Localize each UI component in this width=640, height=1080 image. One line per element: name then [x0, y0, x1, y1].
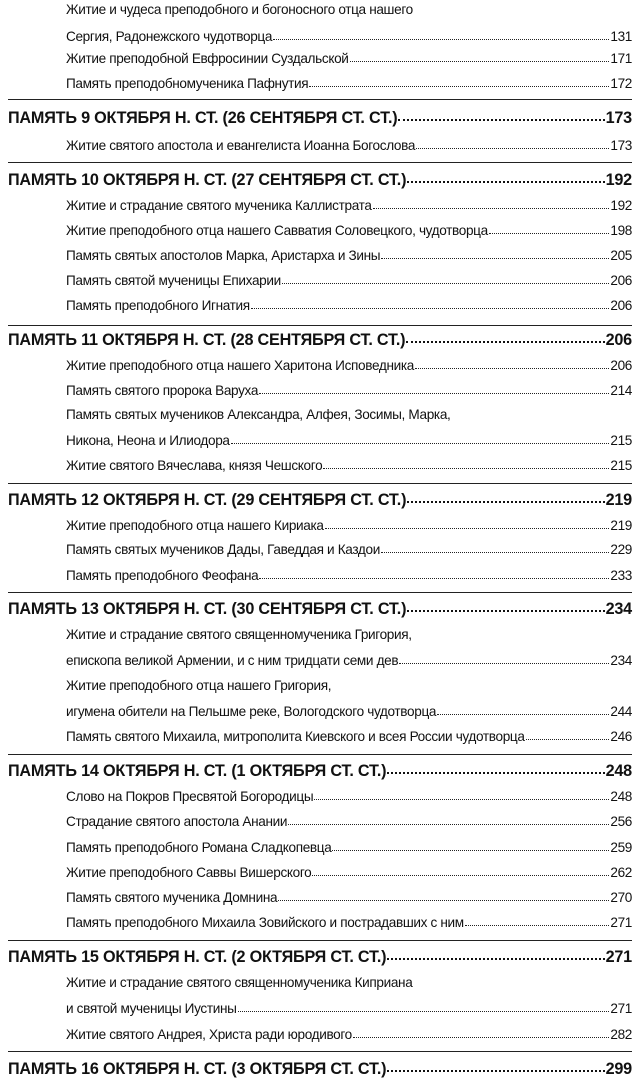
section-divider: [8, 592, 632, 593]
dot-leader: [282, 273, 610, 285]
entry-title: Страдание святого апостола Анании: [66, 814, 288, 829]
entry-title: Житие и страдание святого мученика Каллистрата: [66, 198, 372, 213]
toc-entry: [66, 914, 632, 932]
toc-entry: [66, 457, 632, 475]
dot-leader: [407, 493, 604, 505]
entry-title: Житие святого апостола и евангелиста Иоанна Богослова: [66, 138, 416, 153]
toc-entry: [66, 1000, 632, 1018]
dot-leader: [273, 29, 609, 41]
section-heading-text: ПАМЯТЬ 9 ОКТЯБРЯ Н. СТ. (26 СЕНТЯБРЯ СТ. СТ.): [8, 109, 398, 127]
toc-entry: [66, 567, 632, 585]
dot-leader: [406, 333, 604, 345]
section-heading-text: ПАМЯТЬ 15 ОКТЯБРЯ Н. СТ. (2 ОКТЯБРЯ СТ. СТ.): [8, 948, 387, 966]
entry-title: Память преподобного Феофана: [66, 568, 259, 583]
entry-title: Сергия, Радонежского чудотворца: [66, 29, 273, 44]
toc-entry: [66, 247, 632, 265]
dot-leader: [387, 950, 604, 962]
section-heading-text: ПАМЯТЬ 14 ОКТЯБРЯ Н. СТ. (1 ОКТЯБРЯ СТ. СТ.): [8, 762, 387, 780]
dot-leader: [407, 602, 604, 614]
toc-entry: [66, 272, 632, 290]
toc-entry: [66, 75, 632, 93]
page-number: 205: [610, 248, 632, 263]
page-number: 219: [610, 518, 632, 533]
entry-title: епископа великой Армении, и с ним тридцати семи дев: [66, 653, 399, 668]
dot-leader: [332, 840, 609, 852]
page-number: 271: [605, 948, 632, 966]
page-number: 171: [610, 51, 632, 66]
entry-title: Память преподобного Игнатия: [66, 298, 250, 313]
toc-entry: [66, 1026, 632, 1044]
page-number: 270: [610, 890, 632, 905]
entry-title: Житие преподобного отца нашего Савватия Соловецкого, чудотворца: [66, 223, 488, 238]
toc-entry: [66, 652, 632, 670]
page-number: 248: [605, 762, 632, 780]
toc-section-heading: [8, 599, 632, 619]
dot-leader: [350, 51, 610, 63]
page-number: 172: [610, 76, 632, 91]
section-divider: [8, 754, 632, 755]
dot-leader: [415, 358, 609, 370]
entry-title: Слово на Покров Пресвятой Богородицы: [66, 789, 314, 804]
entry-title: Память преподобного Михаила Зовийского и пострадавших с ним: [66, 915, 464, 930]
toc-section-heading: [8, 490, 632, 510]
section-divider: [8, 483, 632, 484]
entry-title: Житие преподобного отца нашего Григория,: [66, 678, 332, 693]
dot-leader: [314, 789, 609, 801]
page-number: 173: [605, 109, 632, 127]
page-number: 282: [610, 1027, 632, 1042]
toc-entry: [66, 382, 632, 400]
entry-title: Память святых апостолов Марка, Аристарха и Зины: [66, 248, 381, 263]
dot-leader: [489, 223, 610, 235]
page-number: 206: [610, 358, 632, 373]
toc-entry: [66, 297, 632, 315]
toc-entry: [66, 889, 632, 907]
page-number: 248: [610, 789, 632, 804]
toc-entry: [66, 432, 632, 450]
page-number: 192: [605, 171, 632, 189]
page-number: 259: [610, 840, 632, 855]
toc-entry: [66, 406, 632, 424]
dot-leader: [437, 704, 609, 716]
toc-entry: [66, 1, 632, 19]
page-number: 219: [605, 491, 632, 509]
dot-leader: [251, 298, 610, 310]
dot-leader: [325, 518, 610, 530]
page-number: 192: [610, 198, 632, 213]
entry-title: Житие и страдание святого священномученика Киприана: [66, 975, 413, 990]
entry-title: Житие преподобного отца нашего Кириака: [66, 518, 324, 533]
page-number: 246: [610, 729, 632, 744]
entry-title: Память святых мучеников Александра, Алфея, Зосимы, Марка,: [66, 407, 451, 422]
dot-leader: [399, 653, 609, 665]
entry-title: и святой мученицы Иустины: [66, 1001, 237, 1016]
page-number: 173: [610, 138, 632, 153]
dot-leader: [387, 764, 604, 776]
page-number: 229: [610, 542, 632, 557]
dot-leader: [288, 814, 609, 826]
toc-entry: [66, 517, 632, 535]
section-divider: [8, 325, 632, 326]
section-heading-text: ПАМЯТЬ 16 ОКТЯБРЯ Н. СТ. (3 ОКТЯБРЯ СТ. СТ.): [8, 1060, 387, 1078]
section-divider: [8, 99, 632, 100]
toc-entry: [66, 813, 632, 831]
toc-entry: [66, 357, 632, 375]
entry-title: Житие святого Андрея, Христа ради юродивого: [66, 1027, 352, 1042]
entry-title: Никона, Неона и Илиодора: [66, 433, 230, 448]
entry-title: Память святого мученика Домнина: [66, 890, 278, 905]
toc-entry: [66, 864, 632, 882]
dot-leader: [312, 865, 609, 877]
page-number: 256: [610, 814, 632, 829]
page-number: 131: [610, 29, 632, 44]
entry-title: Память святой мученицы Епихарии: [66, 273, 281, 288]
dot-leader: [465, 915, 610, 927]
dot-leader: [309, 76, 609, 88]
toc-entry: [66, 728, 632, 746]
toc-entry: [66, 28, 632, 46]
entry-title: Память преподобного Романа Сладкопевца: [66, 840, 332, 855]
dot-leader: [416, 138, 609, 150]
dot-leader: [526, 729, 610, 741]
entry-title: Житие преподобного Саввы Вишерского: [66, 865, 312, 880]
toc-entry: [66, 197, 632, 215]
toc-entry: [66, 137, 632, 155]
entry-title: Память святых мучеников Дады, Гаведдая и Каздои: [66, 542, 380, 557]
page-number: 215: [610, 433, 632, 448]
page-number: 214: [610, 383, 632, 398]
toc-entry: [66, 974, 632, 992]
toc-entry: [66, 222, 632, 240]
toc-entry: [66, 541, 632, 559]
page-number: 206: [610, 298, 632, 313]
page-number: 271: [610, 1001, 632, 1016]
entry-title: Память преподобномученика Пафнутия: [66, 76, 309, 91]
dot-leader: [373, 198, 610, 210]
entry-title: Житие преподобного отца нашего Харитона Исповедника: [66, 358, 414, 373]
dot-leader: [387, 1062, 604, 1074]
dot-leader: [259, 568, 609, 580]
toc-section-heading: [8, 947, 632, 967]
dot-leader: [381, 248, 609, 260]
section-heading-text: ПАМЯТЬ 11 ОКТЯБРЯ Н. СТ. (28 СЕНТЯБРЯ СТ. СТ.): [8, 331, 406, 349]
dot-leader: [278, 890, 609, 902]
page-number: 206: [610, 273, 632, 288]
toc-entry: [66, 50, 632, 68]
toc-section-heading: [8, 761, 632, 781]
page-number: 234: [605, 600, 632, 618]
toc-entry: [66, 626, 632, 644]
dot-leader: [398, 111, 604, 123]
toc-section-heading: [8, 170, 632, 190]
dot-leader: [259, 383, 609, 395]
section-heading-text: ПАМЯТЬ 12 ОКТЯБРЯ Н. СТ. (29 СЕНТЯБРЯ СТ. СТ.): [8, 491, 407, 509]
page-number: 262: [610, 865, 632, 880]
dot-leader: [323, 458, 609, 470]
entry-title: игумена обители на Пельшме реке, Вологодского чудотворца: [66, 704, 437, 719]
page-number: 299: [605, 1060, 632, 1078]
toc-section-heading: [8, 330, 632, 350]
section-divider: [8, 1051, 632, 1052]
section-divider: [8, 940, 632, 941]
page-number: 234: [610, 653, 632, 668]
dot-leader: [231, 433, 610, 445]
dot-leader: [381, 542, 609, 554]
dot-leader: [238, 1001, 610, 1013]
page-number: 198: [610, 223, 632, 238]
section-heading-text: ПАМЯТЬ 10 ОКТЯБРЯ Н. СТ. (27 СЕНТЯБРЯ СТ. СТ.): [8, 171, 407, 189]
entry-title: Житие и страдание святого священномученика Григория,: [66, 627, 412, 642]
toc-section-heading: [8, 108, 632, 128]
entry-title: Житие преподобной Евфросинии Суздальской: [66, 51, 349, 66]
section-heading-text: ПАМЯТЬ 13 ОКТЯБРЯ Н. СТ. (30 СЕНТЯБРЯ СТ. СТ.): [8, 600, 407, 618]
toc-entry: [66, 677, 632, 695]
dot-leader: [407, 173, 604, 185]
toc-entry: [66, 703, 632, 721]
entry-title: Память святого Михаила, митрополита Киевского и всея России чудотворца: [66, 729, 525, 744]
entry-title: Память святого пророка Варуха: [66, 383, 259, 398]
dot-leader: [353, 1027, 609, 1039]
entry-title: Житие святого Вячеслава, князя Чешского: [66, 458, 323, 473]
section-divider: [8, 162, 632, 163]
toc-section-heading: [8, 1059, 632, 1079]
toc-entry: [66, 839, 632, 857]
entry-title: Житие и чудеса преподобного и богоносного отца нашего: [66, 2, 413, 17]
toc-entry: [66, 788, 632, 806]
page-number: 271: [610, 915, 632, 930]
page-number: 215: [610, 458, 632, 473]
page-number: 206: [605, 331, 632, 349]
page-number: 233: [610, 568, 632, 583]
page-number: 244: [610, 704, 632, 719]
